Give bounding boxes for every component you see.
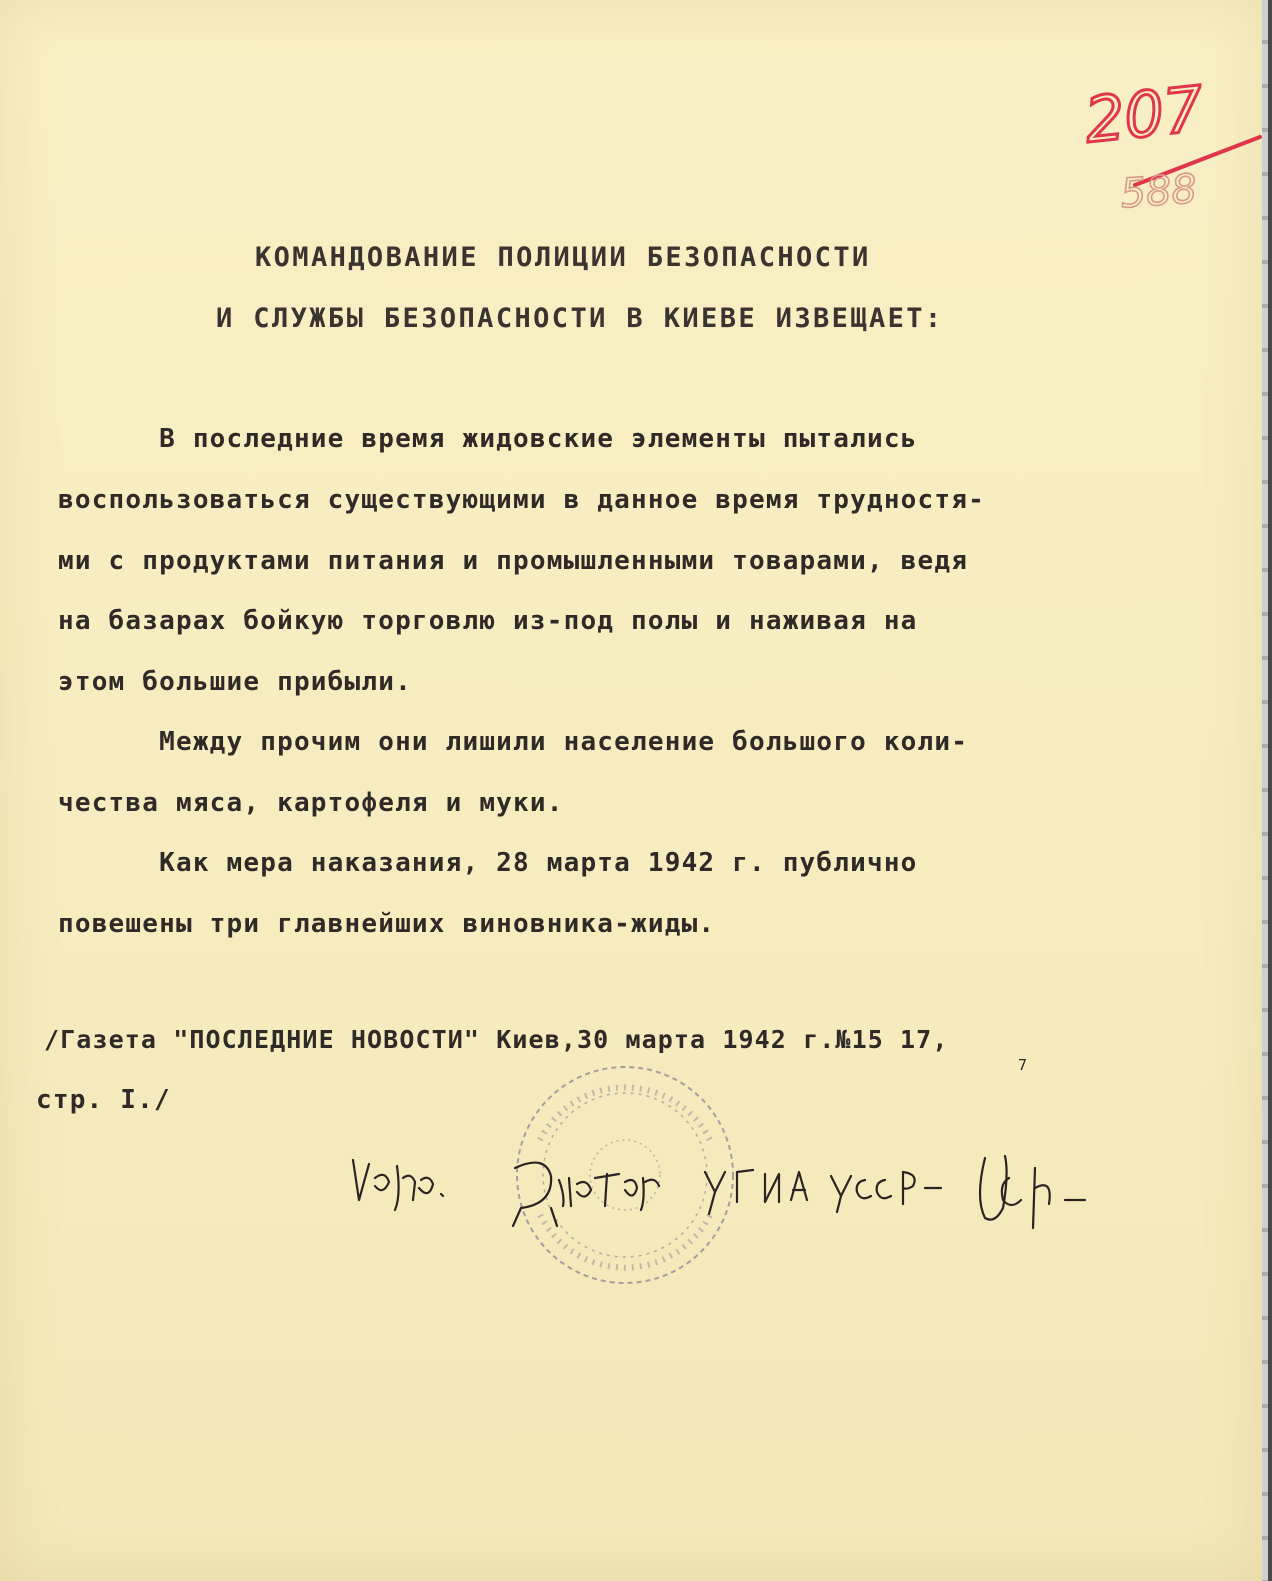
archive-number-secondary: 588 bbox=[1118, 166, 1199, 218]
handwritten-certification bbox=[345, 1138, 1115, 1248]
body-p3-line-2: повешены три главнейших виновника-жиды. bbox=[58, 909, 716, 939]
source-superscript: 7 bbox=[1018, 1056, 1029, 1074]
body-p2-line-2: чества мяса, картофеля и муки. bbox=[58, 788, 564, 818]
certification-text: Верно. Директор УГИА УССР - bbox=[345, 1246, 362, 1247]
heading-line-1: КОМАНДОВАНИЕ ПОЛИЦИИ БЕЗОПАСНОСТИ bbox=[255, 242, 871, 273]
body-p2-line-1: Между прочим они лишили население большого коли- bbox=[58, 727, 969, 757]
archive-number-annotation bbox=[1075, 65, 1265, 235]
body-p1-line-5: этом большие прибыли. bbox=[58, 667, 412, 697]
source-line-1: /Газета "ПОСЛЕДНИЕ НОВОСТИ" Киев,30 марта 1942 г.№15 17, bbox=[44, 1025, 949, 1054]
page-edge-strip bbox=[1262, 0, 1268, 1581]
body-p3-line-1: Как мера наказания, 28 марта 1942 г. публично bbox=[58, 848, 918, 878]
archive-number-primary: 207 bbox=[1081, 72, 1207, 158]
body-p1-line-3: ми с продуктами питания и промышленными товарами, ведя bbox=[58, 546, 969, 576]
source-line-2: стр. I./ bbox=[36, 1085, 171, 1115]
heading-line-2: И СЛУЖБЫ БЕЗОПАСНОСТИ В КИЕВЕ ИЗВЕЩАЕТ: bbox=[216, 303, 944, 334]
body-p1-line-2: воспользоваться существующими в данное время трудностя- bbox=[58, 485, 985, 515]
body-p1-line-4: на базарах бойкую торговлю из-под полы и наживая на bbox=[58, 606, 918, 636]
body-p1-line-1: В последние время жидовские элементы пытались bbox=[58, 424, 918, 454]
